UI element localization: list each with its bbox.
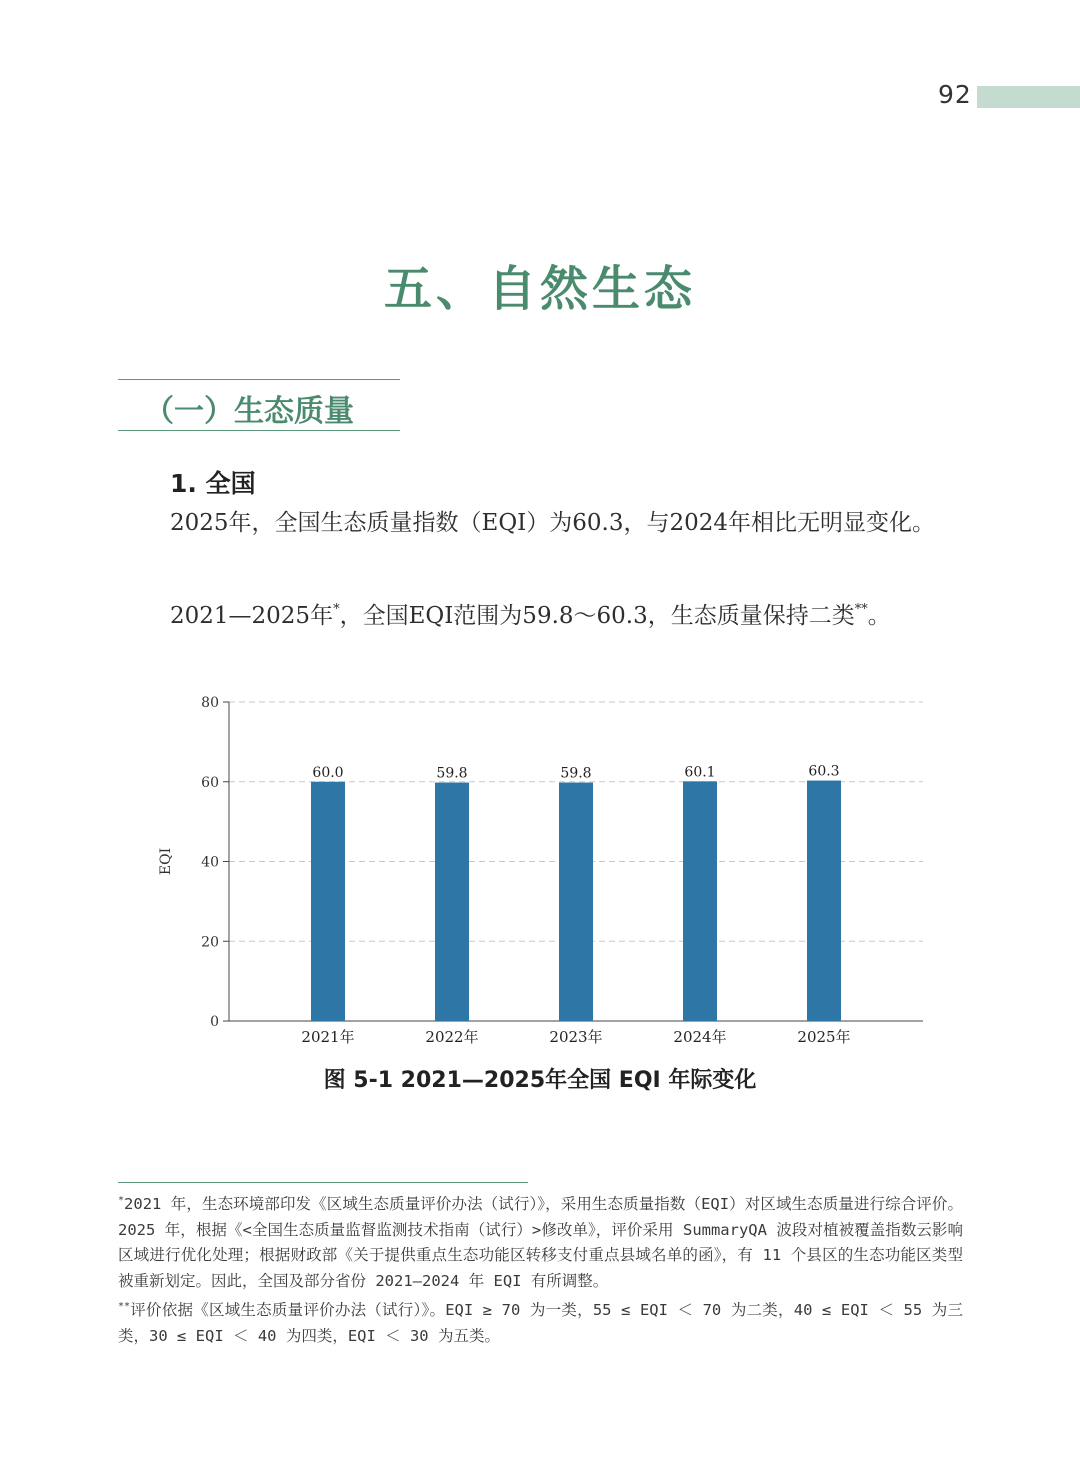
page-number: 92	[938, 80, 972, 109]
y-tick-label: 80	[201, 695, 219, 711]
chapter-title: 五、自然生态	[383, 261, 696, 317]
paragraph-2-text-a: 2021—2025年	[170, 603, 334, 629]
footnote-ref-1: *	[333, 602, 340, 617]
paragraph-2-text-b: ，全国EQI范围为59.8～60.3，生态质量保持二类	[339, 603, 855, 629]
y-tick-label: 40	[201, 854, 219, 871]
section-heading-text: （一）生态质量	[144, 394, 354, 429]
y-tick-label: 0	[210, 1014, 219, 1030]
bar	[683, 781, 717, 1021]
footnote-1-text: 2021 年，生态环境部印发《区域生态质量评价办法（试行）》，采用生态质量指数（EQI）对区域生态质量进行综合评价。2025 年，根据《<全国生态质量监督监测技术指南（试行）>修改单》，评价采用 SummaryQA 波段对植被覆盖指数云影响区域进行优化处理；根据财政部《关于提供重点生态功能区转移支付重点县域名单的函》，有 11 个县区的生态功能区类型被重新划定。因此，全国及部分省份 2021—2024 年 EQI 有所调整。	[118, 1195, 963, 1290]
bar	[311, 782, 345, 1021]
y-axis-label: EQI	[158, 847, 174, 876]
x-tick-label: 2025年	[797, 1028, 851, 1046]
footnote-2-text: 评价依据《区域生态质量评价办法（试行）》。EQI ≥ 70 为一类，55 ≤ EQI ＜ 70 为二类，40 ≤ EQI ＜ 55 为三类，30 ≤ EQI ＜ 40 为四类，EQI ＜ 30 为五类。	[118, 1301, 963, 1345]
section-heading	[118, 379, 400, 431]
footnote-2	[118, 1294, 963, 1349]
x-tick-label: 2022年	[425, 1028, 479, 1046]
footnote-divider	[118, 1182, 528, 1183]
footnote-2-mark: **	[118, 1301, 131, 1312]
footnote-1	[118, 1188, 963, 1294]
footnotes	[118, 1188, 963, 1349]
bar	[435, 783, 469, 1021]
data-label: 60.0	[312, 764, 344, 781]
data-label: 60.3	[808, 763, 840, 780]
footnote-ref-2: **	[854, 602, 868, 617]
data-label: 59.8	[436, 765, 468, 782]
x-tick-label: 2021年	[301, 1028, 355, 1046]
paragraph-1: 2025年，全国生态质量指数（EQI）为60.3，与2024年相比无明显变化。	[170, 510, 936, 536]
paragraph-2-text-c: 。	[867, 603, 891, 629]
footnote-1-mark: *	[118, 1195, 125, 1206]
data-label: 60.1	[684, 764, 716, 781]
x-tick-label: 2023年	[549, 1028, 603, 1046]
y-tick-label: 20	[201, 934, 219, 951]
x-tick-label: 2024年	[673, 1028, 727, 1046]
y-tick-label: 60	[201, 774, 219, 791]
figure-caption: 图 5-1 2021—2025年全国 EQI 年际变化	[323, 1068, 757, 1093]
page-tab-decoration	[977, 86, 1080, 108]
subheading: 1. 全国	[170, 469, 256, 498]
bar	[807, 781, 841, 1021]
data-label: 59.8	[560, 765, 592, 782]
bar	[559, 783, 593, 1021]
paragraph-2	[120, 589, 970, 637]
eqi-bar-chart	[150, 690, 940, 1055]
